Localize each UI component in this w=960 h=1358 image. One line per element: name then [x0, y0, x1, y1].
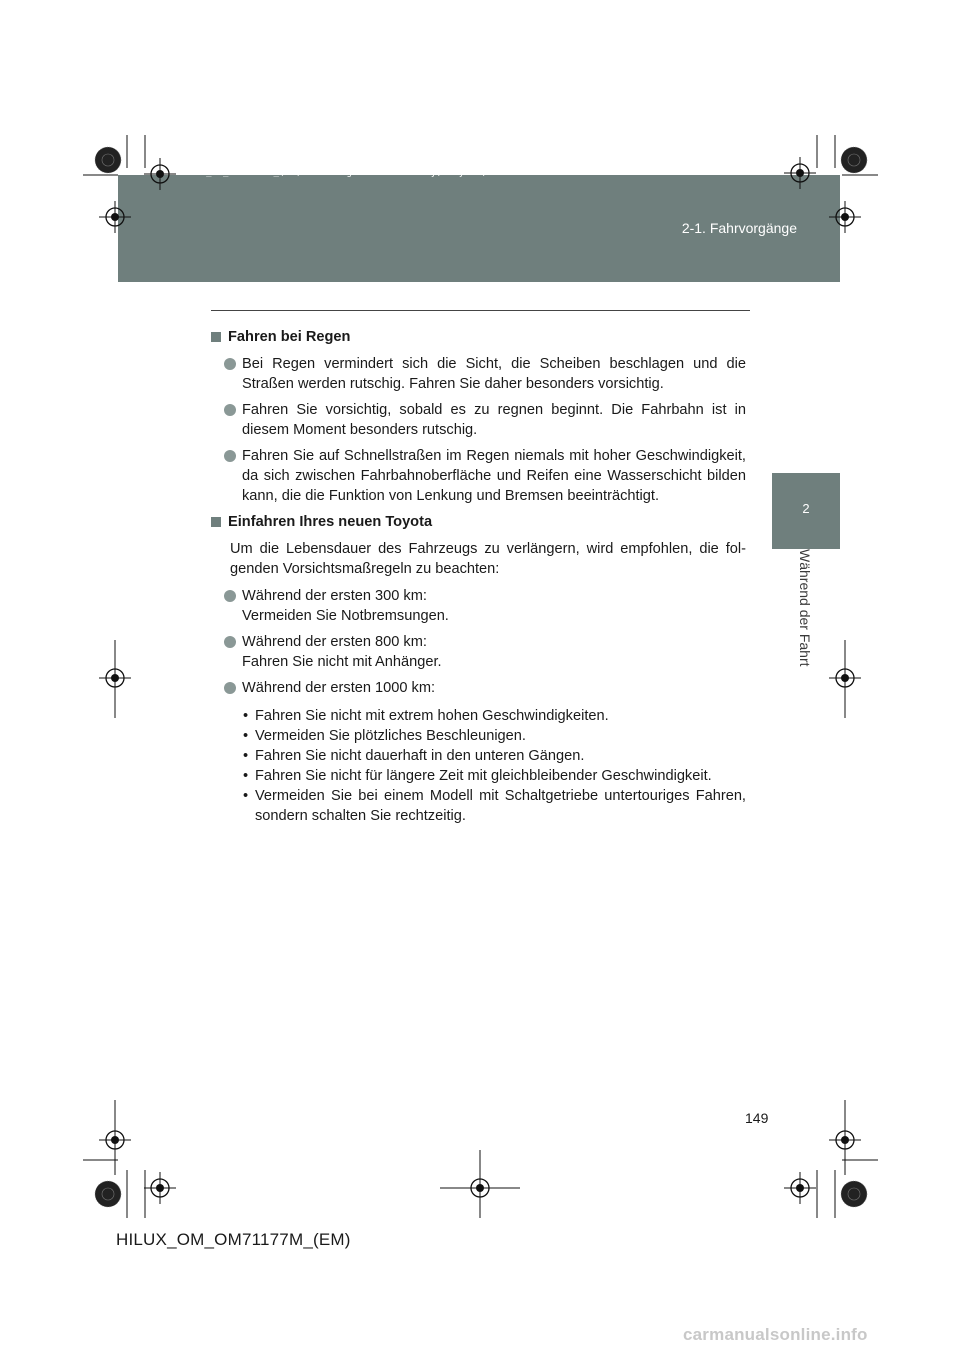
- list-item: Fahren Sie auf Schnellstraßen im Regen niemals mit hoher Geschwindigkeit, da sich zwischen Fahrbahnoberfläche und Reifen eine Wasserschicht bilden kann, die die Funktion von Lenkung und Bremsen beeinträchtigt.: [211, 446, 746, 506]
- list-item: Bei Regen vermindert sich die Sicht, die Scheiben beschlagen und die Straßen werden rutschig. Fahren Sie daher besonders vorsichtig.: [211, 354, 746, 394]
- section-title: 2-1. Fahrvorgänge: [681, 220, 797, 236]
- sub-list-item: • Fahren Sie nicht dauerhaft in den unteren Gängen.: [243, 748, 585, 764]
- sub-list-item: • Vermeiden Sie bei einem Modell mit Schaltgetriebe untertouriges Fahren, sondern schalten Sie rechtzeitig.: [243, 788, 746, 824]
- section-heading: Fahren bei Regen: [211, 327, 746, 347]
- sub-list: [211, 706, 746, 826]
- list-item: Fahren Sie vorsichtig, sobald es zu regnen beginnt. Die Fahrbahn ist in diesem Moment besonders rutschig.: [211, 400, 746, 440]
- chapter-tab: [772, 473, 840, 549]
- list-item: Während der ersten 800 km: Fahren Sie nicht mit Anhänger.: [211, 632, 746, 672]
- list-item: Während der ersten 1000 km:: [211, 678, 746, 698]
- round-bullet-icon: [224, 636, 236, 648]
- book-stamp: HILUX_OM_OM71177M_(EM).book Page 149 Wednesday, May 16, 2012 1:28 PM: [178, 168, 561, 178]
- page-number: 149: [745, 1110, 769, 1126]
- sub-list-item: • Fahren Sie nicht mit extrem hohen Geschwindigkeiten.: [243, 708, 609, 724]
- square-bullet-icon: [211, 517, 221, 527]
- chapter-number: 2: [802, 501, 810, 516]
- document-code: HILUX_OM_OM71177M_(EM): [116, 1230, 351, 1249]
- divider: [211, 310, 750, 311]
- watermark: carmanualsonline.info: [683, 1325, 868, 1344]
- section-heading: Einfahren Ihres neuen Toyota: [211, 512, 746, 532]
- round-bullet-icon: [224, 590, 236, 602]
- intro-paragraph: Um die Lebensdauer des Fahrzeugs zu verlängern, wird empfohlen, die folgenden Vorsichtsmaßregeln zu beachten:: [230, 541, 746, 577]
- square-bullet-icon: [211, 332, 221, 342]
- sub-list-item: • Fahren Sie nicht für längere Zeit mit gleichbleibender Geschwindigkeit.: [243, 768, 712, 784]
- round-bullet-icon: [224, 682, 236, 694]
- round-bullet-icon: [224, 358, 236, 370]
- round-bullet-icon: [224, 404, 236, 416]
- sub-list-item: • Vermeiden Sie plötzliches Beschleunigen.: [243, 728, 526, 744]
- chapter-title: Während der Fahrt: [797, 549, 813, 667]
- list-item: Während der ersten 300 km: Vermeiden Sie Notbremsungen.: [211, 586, 746, 626]
- page-content: [211, 327, 746, 826]
- round-bullet-icon: [224, 450, 236, 462]
